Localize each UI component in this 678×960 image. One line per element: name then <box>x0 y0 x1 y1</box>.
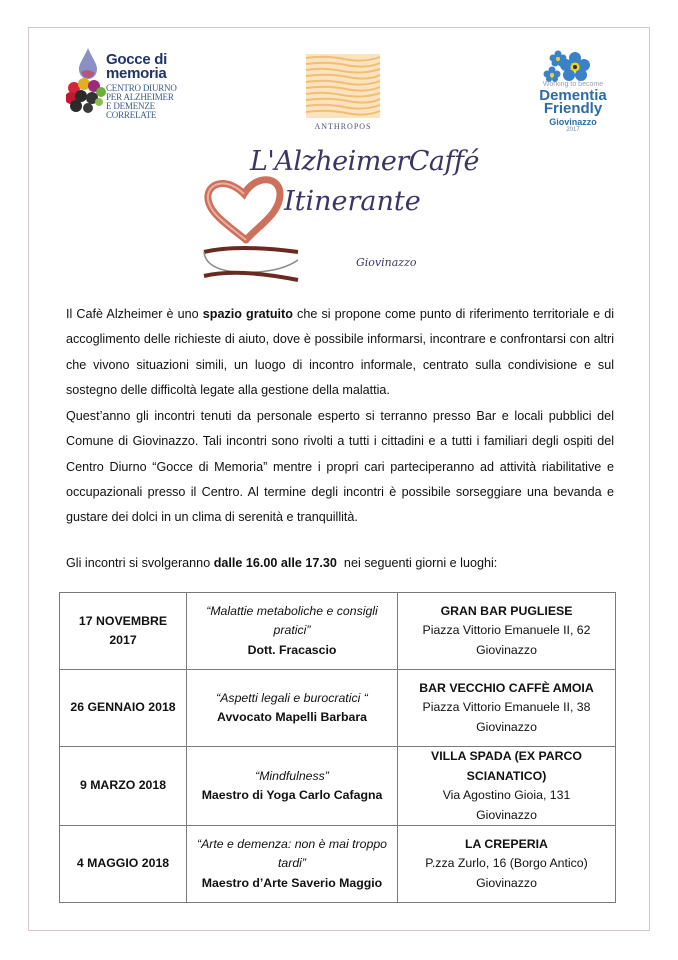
event-speaker: Maestro d’Arte Saverio Maggio <box>201 875 383 890</box>
df-line2: Friendly <box>543 100 603 117</box>
table-row <box>60 747 616 826</box>
df-year: 2017 <box>566 127 580 133</box>
event-speaker: Maestro di Yoga Carlo Cafagna <box>201 788 383 802</box>
gocce-sub-line4: CORRELATE <box>106 110 157 120</box>
table-row <box>60 826 616 903</box>
event-address: Via Agostino Gioia, 131 <box>442 788 571 802</box>
p1-text-pre: Il Cafè Alzheimer è uno <box>66 307 203 321</box>
event-venue: VILLA SPADA (EX PARCO SCIANATICO) <box>431 749 582 783</box>
anthropos-name: ANTHROPOS <box>314 122 372 131</box>
event-venue: BAR VECCHIO CAFFÈ AMOIA <box>419 680 594 695</box>
alzheimer-caffe-logo <box>198 140 479 290</box>
event-venue-cell <box>398 670 616 747</box>
gocce-subtitle <box>106 84 177 120</box>
p1-text-post: che si propone come punto di riferimento territoriale e di accoglimento delle richieste di aiuto, dove è possibile informarsi, incontrare e confrontarsi con altri che vivono situazioni simili, un luogo di incontro informale, centrato sulla condivisione e sul sostegno delle difficoltà legate alla gestione della malattia. <box>66 307 614 397</box>
drop-brain-icon <box>66 46 106 126</box>
df-tagline: Working to become <box>542 81 604 88</box>
p3-text-post: nei seguenti giorni e luoghi: <box>336 556 498 570</box>
event-speaker: Avvocato Mapelli Barbara <box>217 710 367 724</box>
event-topic: “Mindfulness” <box>255 768 329 783</box>
event-town: Giovinazzo <box>476 807 537 822</box>
anthropos-logo <box>304 52 382 132</box>
event-topic: “Arte e demenza: non è mai troppo tardi” <box>196 836 388 871</box>
event-date: 9 MARZO 2018 <box>60 747 187 826</box>
table-row <box>60 670 616 747</box>
event-date: 26 GENNAIO 2018 <box>60 670 187 747</box>
event-venue-cell <box>398 747 616 826</box>
schedule-intro <box>66 551 614 576</box>
event-venue: GRAN BAR PUGLIESE <box>440 603 573 618</box>
event-venue: LA CREPERIA <box>465 836 548 851</box>
event-town: Giovinazzo <box>476 875 537 890</box>
wood-texture-icon <box>304 52 382 120</box>
event-topic: “Aspetti legali e burocratici “ <box>216 690 368 705</box>
gocce-title-line1: Gocce di <box>106 51 167 68</box>
p3-time: dalle 16.00 alle 17.30 <box>213 556 337 570</box>
event-topic: “Malattie metaboliche e consigli pratici” <box>206 603 378 638</box>
p3-text-pre: Gli incontri si svolgeranno <box>66 556 214 570</box>
gocce-title-line2: memoria <box>106 65 167 82</box>
df-title <box>528 89 618 115</box>
intro-paragraph <box>66 302 614 403</box>
table-row <box>60 593 616 670</box>
dementia-friendly-logo <box>528 50 618 135</box>
event-date: 4 MAGGIO 2018 <box>60 826 187 903</box>
event-topic-cell <box>187 826 398 903</box>
caffe-town: Giovinazzo <box>356 256 417 269</box>
gocce-sub-line3: E DEMENZE <box>106 101 155 111</box>
event-venue-cell <box>398 826 616 903</box>
details-paragraph: Quest’anno gli incontri tenuti da personale esperto si terranno presso Bar e locali pubblici del Comune di Giovinazzo. Tali incontri sono rivolti a tutti i cittadini e a tutti i familiari degli ospiti del Centro Diurno “Gocce di Memoria” mentre i propri cari parteciperanno ad attività riabilitative e occupazionali presso il Centro. Al termine degli incontri è possibile sorseggiare una bevanda e gustare dei dolci in un clima di serenità e tranquillità. <box>66 409 614 525</box>
event-topic-cell <box>187 670 398 747</box>
df-town: Giovinazzo <box>549 117 597 127</box>
event-date: 17 NOVEMBRE 2017 <box>60 593 187 670</box>
event-town: Giovinazzo <box>476 719 537 734</box>
forget-me-not-icon <box>528 50 618 82</box>
event-venue-cell <box>398 593 616 670</box>
p1-bold: spazio gratuito <box>202 307 293 321</box>
schedule-table <box>59 592 616 903</box>
event-address: Piazza Vittorio Emanuele II, 62 <box>422 623 591 638</box>
event-town: Giovinazzo <box>476 642 537 657</box>
gocce-title <box>106 53 167 81</box>
event-topic-cell <box>187 747 398 826</box>
event-address: Piazza Vittorio Emanuele II, 38 <box>422 700 591 715</box>
caffe-title: L'AlzheimerCaffé <box>250 146 479 177</box>
gocce-di-memoria-logo <box>66 46 196 126</box>
event-speaker: Dott. Fracascio <box>247 642 337 657</box>
df-line1: Dementia <box>539 87 607 104</box>
gocce-sub-line2: PER ALZHEIMER <box>106 92 174 102</box>
gocce-sub-line1: CENTRO DIURNO <box>106 83 177 93</box>
caffe-subtitle: Itinerante <box>284 186 421 217</box>
event-address: P.zza Zurlo, 16 (Borgo Antico) <box>425 856 588 871</box>
event-topic-cell <box>187 593 398 670</box>
